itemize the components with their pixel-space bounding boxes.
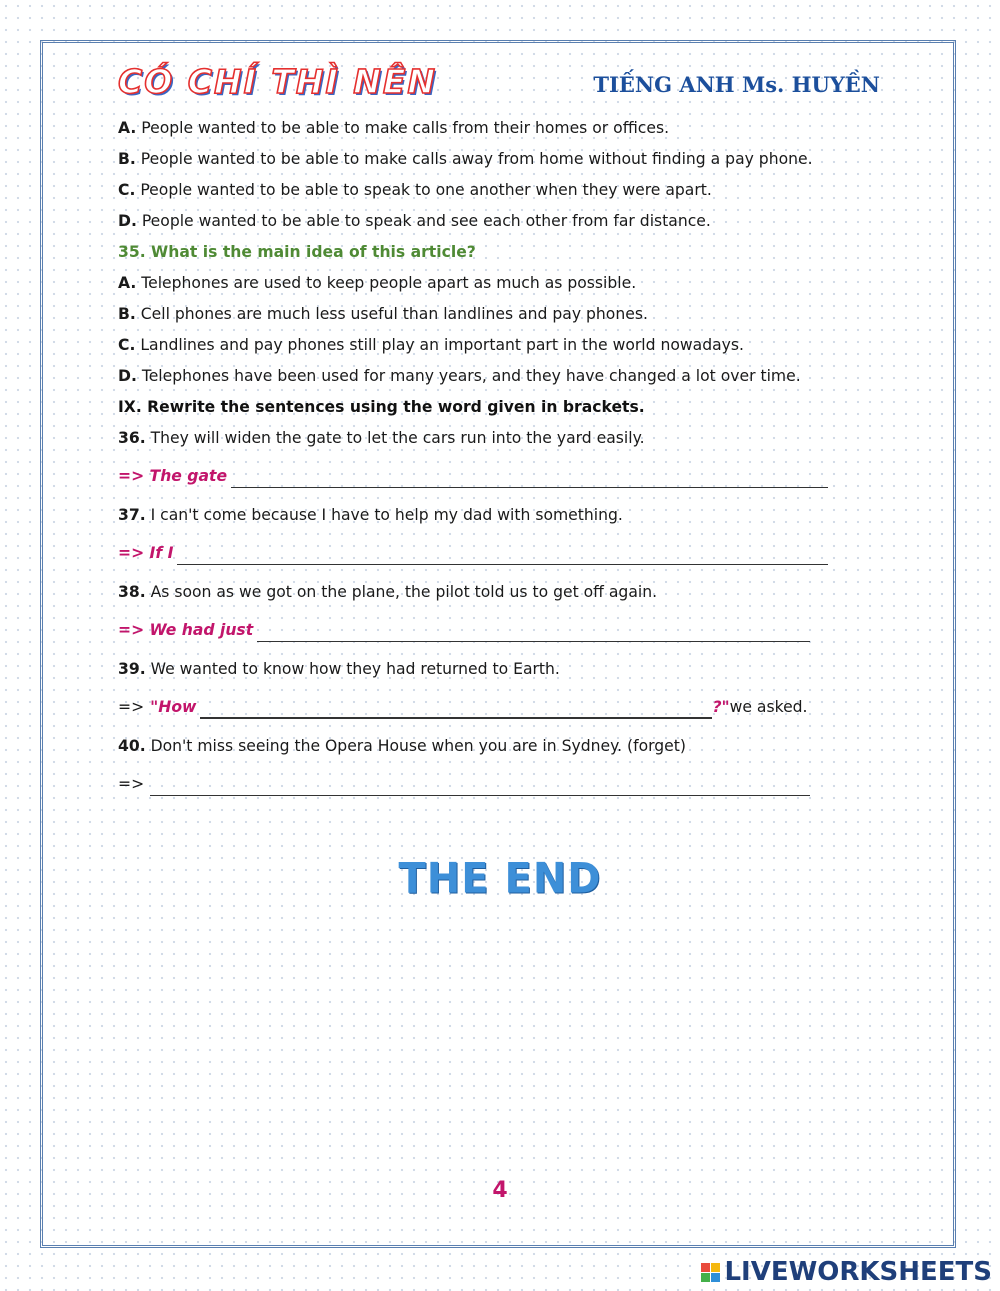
q40-answer-row — [118, 765, 810, 796]
page-number: 4 — [492, 1178, 508, 1203]
section-ix-heading: IX. Rewrite the sentences using the word given in brackets. — [118, 398, 645, 416]
q35-question: 35. What is the main idea of this article? — [118, 243, 476, 261]
teacher-name: TIẾNG ANH Ms. HUYỀN — [593, 72, 880, 97]
q38-prompt: => We had just — [118, 621, 254, 639]
q37-answer-row — [118, 534, 828, 565]
q38-answer-row — [118, 611, 810, 642]
q35-option-b: B. Cell phones are much less useful than landlines and pay phones. — [118, 305, 648, 323]
q36-sentence: 36. They will widen the gate to let the cars run into the yard easily. — [118, 429, 645, 447]
q39-answer-row — [118, 688, 828, 719]
q34-option-c: C. People wanted to be able to speak to one another when they were apart. — [118, 181, 712, 199]
q38-sentence: 38. As soon as we got on the plane, the pilot told us to get off again. — [118, 583, 658, 601]
the-end-banner: THE END — [398, 854, 602, 904]
q37-prompt: => If I — [118, 544, 174, 562]
worksheet-content — [118, 116, 828, 796]
q39-answer-blank[interactable] — [200, 699, 712, 719]
q34-option-d: D. People wanted to be able to speak and see each other from far distance. — [118, 212, 711, 230]
q40-sentence: 40. Don't miss seeing the Opera House when you are in Sydney. (forget) — [118, 737, 686, 755]
q34-option-b: B. People wanted to be able to make calls away from home without finding a pay phone. — [118, 150, 813, 168]
q39-arrow: => — [118, 698, 145, 716]
q35-option-a: A. Telephones are used to keep people apart as much as possible. — [118, 274, 637, 292]
q35-option-c: C. Landlines and pay phones still play an important part in the world nowadays. — [118, 336, 744, 354]
q36-answer-row — [118, 457, 828, 488]
q39-prompt: "How — [150, 698, 197, 716]
q39-sentence: 39. We wanted to know how they had returned to Earth. — [118, 660, 560, 678]
q39-suffix: we asked. — [729, 698, 808, 716]
q40-arrow: => — [118, 775, 145, 793]
q35-option-d: D. Telephones have been used for many years, and they have changed a lot over time. — [118, 367, 801, 385]
brand-title: CÓ CHÍ THÌ NÊN — [118, 62, 438, 101]
q37-sentence: 37. I can't come because I have to help my dad with something. — [118, 506, 623, 524]
q39-close-quote: ?" — [712, 698, 730, 716]
q37-answer-blank[interactable] — [177, 546, 828, 565]
liveworksheets-watermark — [701, 1257, 992, 1287]
liveworksheets-logo-icon — [701, 1263, 720, 1282]
q40-answer-blank[interactable] — [150, 777, 810, 796]
q38-answer-blank[interactable] — [257, 623, 810, 642]
q36-prompt: => The gate — [118, 467, 228, 485]
q36-answer-blank[interactable] — [231, 469, 828, 488]
watermark-text: LIVEWORKSHEETS — [724, 1257, 992, 1287]
q34-option-a: A. People wanted to be able to make calls from their homes or offices. — [118, 119, 670, 137]
